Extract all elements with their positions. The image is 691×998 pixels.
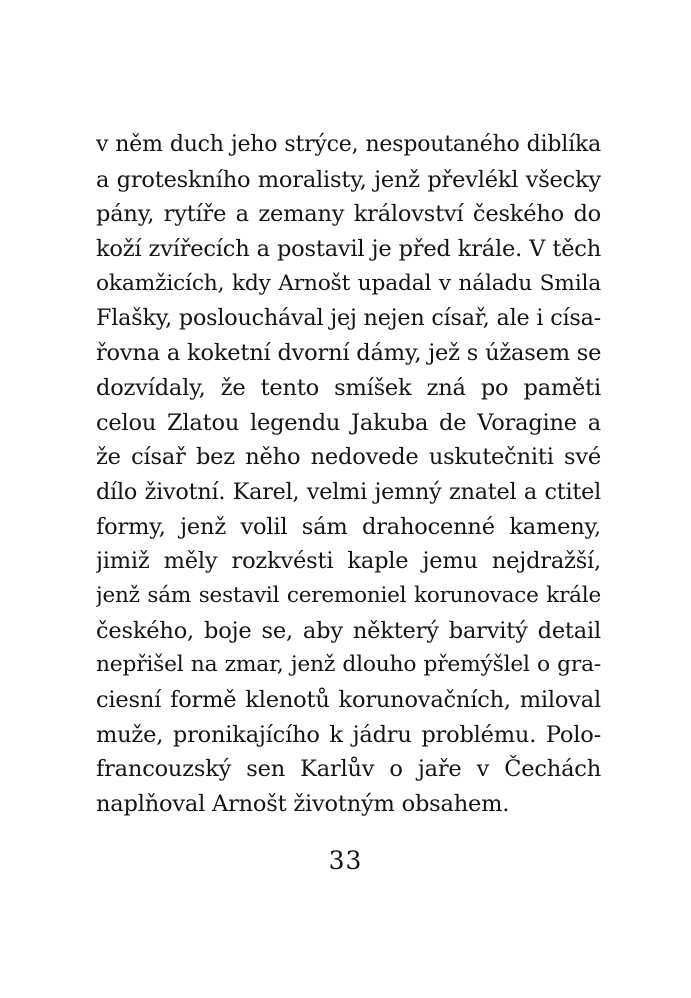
text-line: pány, rytíře a zemany království českého do — [96, 201, 601, 228]
page-number: 33 — [328, 846, 363, 875]
text-line: celou Zlatou legendu Jakuba de Voragine a — [96, 409, 601, 436]
text-line: dozvídaly, že tento smíšek zná po paměti — [96, 374, 601, 401]
text-line: řovna a koketní dvorní dámy, jež s úžasem se — [96, 340, 601, 367]
text-line: Flašky, poslouchával jej nejen císař, ale i císa- — [96, 305, 601, 332]
text-line: v něm duch jeho strýce, nespoutaného diblíka — [96, 132, 601, 157]
text-line: koží zvířecích a postavil je před krále. V těch — [96, 236, 601, 263]
text-line: nepřišel na zmar, jenž dlouho přemýšlel o gra- — [96, 652, 601, 678]
text-line: jimiž měly rozkvésti kaple jemu nejdražší, — [96, 548, 601, 575]
text-line: že císař bez něho nedovede uskutečniti své — [96, 444, 601, 471]
text-line: muže, pronikajícího k jádru problému. Polo- — [96, 721, 601, 748]
text-line: českého, boje se, aby některý barvitý detail — [96, 617, 601, 644]
text-line: jenž sám sestavil ceremoniel korunovace krále — [96, 582, 601, 608]
body-text — [96, 128, 601, 822]
text-line: francouzský sen Karlův o jaře v Čechách — [96, 756, 601, 783]
text-line: naplňoval Arnošt životným obsahem. — [96, 791, 510, 818]
text-line: a groteskního moralisty, jenž převlékl všecky — [96, 166, 601, 193]
text-line: dílo životní. Karel, velmi jemný znatel a ctitel — [96, 478, 601, 505]
text-line: okamžicích, kdy Arnošt upadal v náladu Smila — [96, 270, 601, 296]
text-line: formy, jenž volil sám drahocenné kameny, — [96, 513, 601, 540]
text-line: ciesní formě klenotů korunovačních, miloval — [96, 687, 601, 713]
